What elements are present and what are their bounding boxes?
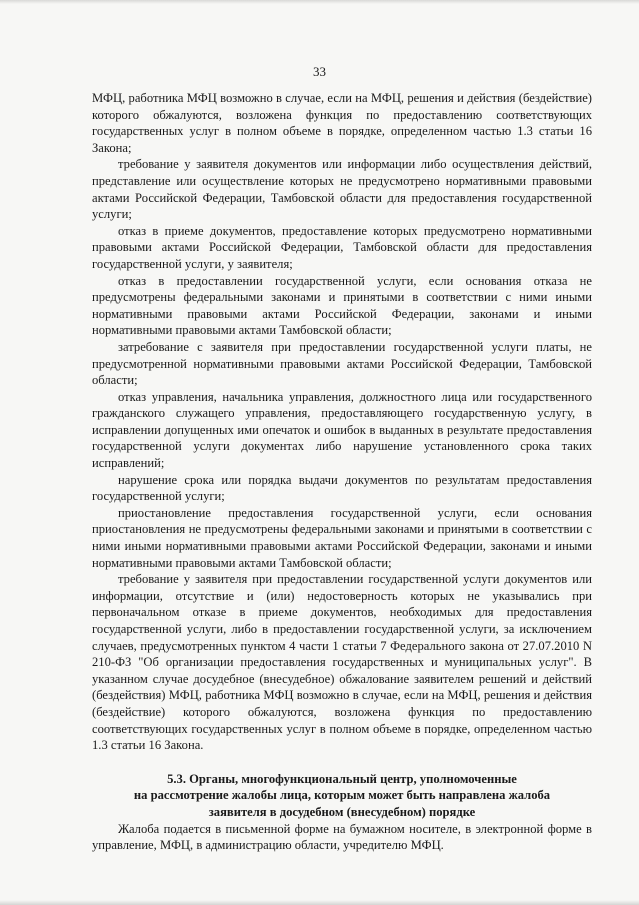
paragraph-7: нарушение срока или порядка выдачи документов по результатам предоставления государственной услуги; [92, 472, 592, 504]
paragraph-8: приостановление предоставления государственной услуги, если основания приостановления не предусмотрены федеральными законами и принятыми в соответствии с ними иными нормативными правовыми актами Российской Федерации, законами и иными нормативными правовыми актами Тамбовской области; [92, 505, 592, 570]
paragraph-2: требование у заявителя документов или информации либо осуществления действий, представление или осуществление которых не предусмотрено нормативными правовыми актами Российской Федерации, Тамбовской области для предоставления государственной услуги; [92, 157, 592, 222]
paragraph-5: затребование с заявителя при предоставлении государственной услуги платы, не предусмотренной нормативными правовыми актами Российской Федерации, Тамбовской области; [92, 339, 592, 388]
paragraph-1: МФЦ, работника МФЦ возможно в случае, если на МФЦ, решения и действия (бездействие) которого обжалуются, возложена функция по предоставлению соответствующих государственных услуг в полном объеме в порядке, определенном частью 1.3 статьи 16 Закона; [92, 91, 592, 155]
paragraph-9: требование у заявителя при предоставлении государственной услуги документов или информации, отсутствие и (или) недостоверность которых не указывались при первоначальном отказе в приеме документов, необходимых для предоставления государственной услуги, либо в предоставлении государственной услуги, за исключением случаев, предусмотренных пунктом 4 части 1 статьи 7 Федерального закона от 27.07.2010 N 210-ФЗ "Об организации предоставления государственных и муниципальных услуг". В указанном случае досудебное (внесудебное) обжалование заявителем решений и действий (бездействия) МФЦ, работника МФЦ возможно в случае, если на МФЦ, решения и действия (бездействие) которого обжалуются, возложена функция по предоставлению соответствующих государственных услуг в полном объеме в порядке, определенном частью 1.3 статьи 16 Закона. [92, 572, 592, 753]
section-heading [92, 771, 592, 821]
scan-edge-top [0, 0, 639, 4]
final-paragraph: Жалоба подается в письменной форме на бумажном носителе, в электронной форме в управление, МФЦ, в администрацию области, учредителю МФЦ. [92, 821, 592, 853]
section-heading-line-2: на рассмотрение жалобы лица, которым может быть направлена жалоба [133, 788, 551, 803]
paragraph-6: отказ управления, начальника управления, должностного лица или государственного гражданского служащего управления, предоставляющего государственную услугу, в исправлении допущенных ими опечаток и ошибок в выданных в результате предоставления государственной услуги документах либо нарушение установленного срока таких исправлений; [92, 389, 592, 471]
scan-edge-bottom [0, 900, 639, 905]
paragraph-4: отказ в предоставлении государственной услуги, если основания отказа не предусмотрены федеральными законами и принятыми в соответствии с ними иными нормативными правовыми актами Российской Федерации, законами и иными нормативными правовыми актами Тамбовской области; [92, 273, 592, 338]
paragraph-3: отказ в приеме документов, предоставление которых предусмотрено нормативными правовыми актами Российской Федерации, Тамбовской области для предоставления государственной услуги, у заявителя; [92, 223, 592, 271]
page-number: 33 [313, 64, 326, 79]
section-heading-line-3: заявителя в досудебном (внесудебном) порядке [208, 804, 476, 819]
section-heading-line-1: 5.3. Органы, многофункциональный центр, уполномоченные [167, 771, 517, 786]
document-body [92, 90, 592, 854]
